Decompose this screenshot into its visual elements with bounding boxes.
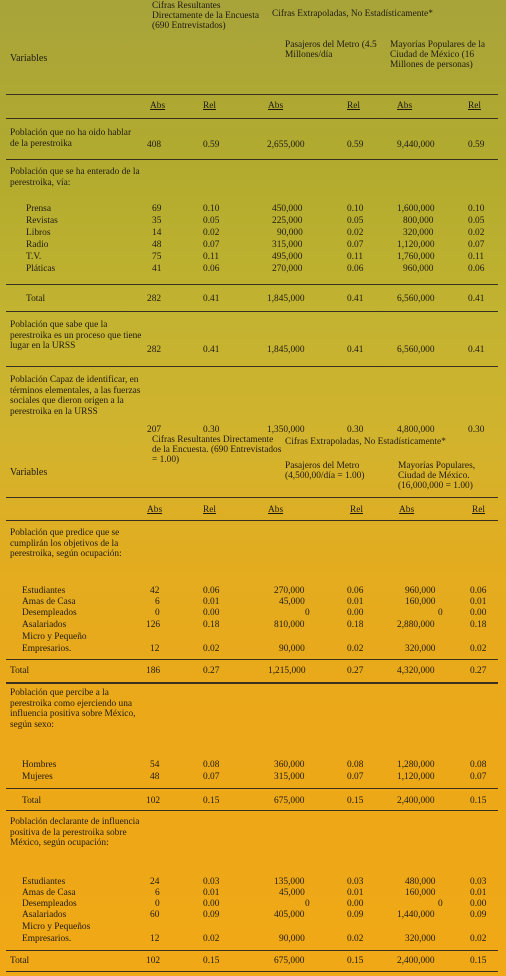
t2-sec1-total-rel1: 0.27	[203, 666, 220, 676]
t2-sec3-row-abs3: 480,000	[405, 877, 436, 887]
t1-via-total-rel1: 0.41	[203, 294, 220, 304]
t1-via-rel2: 0.10	[347, 204, 364, 214]
t1-proceso-abs2: 1,845,000	[267, 345, 305, 355]
t2-sec3-total-abs2: 675,000	[274, 956, 305, 966]
t1-via-label: Prensa	[26, 204, 51, 214]
t2-sec2-rule-after-total	[6, 810, 498, 811]
t2-sec3-micro-rel1: 0.02	[203, 934, 220, 944]
t2-sec2-row-rel2: 0.07	[347, 772, 364, 782]
t1-via-abs2: 450,000	[272, 204, 303, 214]
t2-sec1-row-label: Estudiantes	[22, 586, 66, 596]
t1-row-no-oido-label: Población que no ha oido hablar de la perestroika	[10, 128, 132, 149]
t2-sec2-total-rel1: 0.15	[203, 796, 220, 806]
t2-sec1-total-abs3: 4,320,000	[397, 666, 435, 676]
t2-sec3-total-rel1: 0.15	[203, 956, 220, 966]
t2-sec2-row-rel3: 0.08	[470, 760, 487, 770]
t1-via-rel1: 0.10	[203, 204, 220, 214]
t2-sec1-row-label: Amas de Casa	[22, 597, 76, 607]
t1-via-abs1: 14	[152, 228, 162, 238]
t1-via-label: Libros	[26, 228, 51, 238]
t2-sec3-row-label: Desempleados	[22, 899, 77, 909]
t1-row-capaz-label: Población Capaz de identificar, en términos elementales, a las fuerzas sociales que dieron origen a la perestroika en la URSS	[10, 375, 141, 417]
t1-rel-1: Rel	[203, 101, 217, 111]
t1-section-via-title: Población que se ha enterado de la perestroika, vía:	[10, 167, 140, 188]
t1-via-abs3: 1,760,000	[397, 252, 435, 262]
t2-sec1-row-rel2: 0.18	[347, 620, 364, 630]
t1-rule-after-total	[6, 311, 498, 312]
t1-via-abs1: 69	[152, 204, 162, 214]
t2-sec2-title: Población que percibe a la perestroika como ejerciendo una influencia positiva sobre México, según sexo:	[10, 688, 136, 730]
t2-sec1-row-rel2: 0.06	[347, 586, 364, 596]
t2-sec3-total-abs1: 102	[146, 956, 161, 966]
t1-no-oido-abs1: 408	[147, 140, 162, 150]
t1-via-abs3: 320,000	[403, 228, 434, 238]
t1-proceso-rel3: 0.41	[468, 345, 485, 355]
t1-via-abs3: 800,000	[403, 216, 434, 226]
t1-capaz-rel1: 0.30	[203, 425, 220, 435]
t2-rel-1: Rel	[203, 505, 217, 515]
t1-via-rel3: 0.10	[468, 204, 485, 214]
t2-sec3-rule-after-total	[6, 971, 498, 972]
t2-sec1-row-abs3: 160,000	[405, 597, 436, 607]
t1-sub-metro: Pasajeros del Metro (4.5 Millones/día	[285, 40, 377, 60]
t1-via-label: Revistas	[26, 216, 58, 226]
t1-no-oido-abs3: 9,440,000	[397, 140, 435, 150]
t1-via-label: T.V.	[26, 252, 42, 262]
t2-sec1-row-rel2: 0.00	[347, 608, 364, 618]
t1-via-total-abs3: 6,560,000	[397, 294, 435, 304]
t2-abs-2: Abs	[268, 505, 284, 515]
t2-sec1-micro-rel1: 0.02	[203, 644, 220, 654]
t2-sec1-row-abs3: 960,000	[405, 586, 436, 596]
t1-via-rel1: 0.05	[203, 216, 220, 226]
t2-col-group-survey: Cifras Resultantes Directamente de la Encuesta. (690 Entrevistados = 1.00)	[152, 435, 282, 465]
t1-via-rel3: 0.02	[468, 228, 485, 238]
t1-row-proceso-label: Población que sabe que la perestroika es un proceso que tiene lugar en la URSS	[10, 320, 142, 352]
t2-sec3-row-abs2: 405,000	[274, 910, 305, 920]
t1-abs-3: Abs	[397, 101, 413, 111]
t2-sec1-rule-after-total	[6, 682, 498, 684]
t2-sec1-row-rel1: 0.18	[203, 620, 220, 630]
t2-sec1-row-rel1: 0.00	[203, 608, 220, 618]
t1-capaz-abs2: 1,350,000	[267, 425, 305, 435]
t2-sub-metro: Pasajeros del Metro (4,500,00/día = 1.00)	[285, 461, 365, 481]
t1-abs-1: Abs	[150, 101, 166, 111]
t1-via-rel1: 0.02	[203, 228, 220, 238]
t2-sec1-rule-before-total	[6, 659, 498, 660]
t2-sec3-row-rel2: 0.00	[347, 899, 364, 909]
t2-sub-mayorias: Mayorías Populares, Ciudad de México. (16,000,000 = 1.00)	[398, 461, 476, 491]
t2-sec3-row-abs1: 6	[155, 888, 160, 898]
t2-sec1-micro-abs3: 320,000	[405, 644, 436, 654]
t2-sec3-row-abs2: 135,000	[274, 877, 305, 887]
t2-sec3-micro-rel2: 0.02	[347, 934, 364, 944]
t2-sec1-row-abs1: 126	[146, 620, 161, 630]
t2-sec3-row-rel1: 0.03	[203, 877, 220, 887]
t2-sec1-row-rel1: 0.06	[203, 586, 220, 596]
t1-via-abs1: 41	[152, 264, 162, 274]
t2-sec1-row-label: Asalariados	[22, 620, 67, 630]
t1-no-oido-rel1: 0.59	[203, 140, 220, 150]
t2-sec3-row-rel3: 0.00	[470, 899, 487, 909]
t2-sec3-row-abs1: 0	[155, 899, 160, 909]
t2-sec3-row-rel1: 0.09	[203, 910, 220, 920]
t2-header-rule	[6, 497, 498, 498]
t2-sec1-row-rel2: 0.01	[347, 597, 364, 607]
t2-sec3-row-abs3: 0	[438, 899, 443, 909]
t1-via-label: Pláticas	[26, 264, 56, 274]
t2-variables-label: Variables	[10, 467, 48, 478]
t2-sec2-total-abs2: 675,000	[274, 796, 305, 806]
t1-variables-label: Variables	[10, 53, 48, 64]
t2-sec3-title: Población declarante de influencia positiva de la perestroika sobre México, según ocupación:	[10, 817, 140, 849]
t2-sec1-row-rel3: 0.06	[470, 586, 487, 596]
t1-via-label: Radio	[26, 240, 49, 250]
t2-sec3-row-abs2: 0	[305, 899, 310, 909]
t1-capaz-abs3: 4,800,000	[397, 425, 435, 435]
t1-via-rel3: 0.06	[468, 264, 485, 274]
t2-sec1-total-abs1: 186	[146, 666, 161, 676]
t1-header-rule	[6, 94, 498, 95]
t1-no-oido-rel2: 0.59	[347, 140, 364, 150]
t2-sec2-total-abs3: 2,400,000	[397, 796, 435, 806]
t2-sec2-row-rel3: 0.07	[470, 772, 487, 782]
t1-via-rel1: 0.11	[203, 252, 220, 262]
t2-sec1-total-label: Total	[10, 666, 30, 676]
t2-subheader-rule	[6, 520, 498, 521]
t2-sec2-row-rel1: 0.07	[203, 772, 220, 782]
t1-via-rel2: 0.11	[347, 252, 364, 262]
t2-sec1-micro-abs1: 12	[150, 644, 160, 654]
t2-sec3-row-label: Amas de Casa	[22, 888, 76, 898]
t2-sec3-row-rel2: 0.01	[347, 888, 364, 898]
t2-sec3-row-rel2: 0.09	[347, 910, 364, 920]
t2-sec3-row-rel1: 0.00	[203, 899, 220, 909]
t2-sec3-row-rel3: 0.09	[470, 910, 487, 920]
t2-sec1-total-abs2: 1,215,000	[268, 666, 306, 676]
t1-via-rel2: 0.02	[347, 228, 364, 238]
t2-sec3-total-label: Total	[10, 956, 30, 966]
t1-sub-mayorias: Mayorías Populares de la Ciudad de México (16 Millones de personas)	[390, 40, 486, 70]
t2-sec1-total-rel2: 0.27	[347, 666, 364, 676]
t2-abs-1: Abs	[147, 505, 163, 515]
t1-capaz-rel3: 0.30	[468, 425, 485, 435]
t2-sec3-total-rel3: 0.15	[470, 956, 487, 966]
t2-sec2-row-label: Mujeres	[22, 772, 53, 782]
t1-via-abs3: 1,600,000	[397, 204, 435, 214]
t1-via-abs3: 1,120,000	[397, 240, 435, 250]
t2-sec1-row-rel1: 0.01	[203, 597, 220, 607]
t1-col-group-survey: Cifras Resultantes Directamente de la Encuesta (690 Entrevistados)	[152, 1, 259, 31]
t1-via-abs2: 90,000	[277, 228, 303, 238]
t2-sec2-row-rel2: 0.08	[347, 760, 364, 770]
t2-sec2-row-abs1: 48	[150, 772, 160, 782]
t1-via-rel1: 0.06	[203, 264, 220, 274]
t2-sec1-micro-rel3: 0.02	[470, 644, 487, 654]
t2-sec1-row-abs2: 810,000	[274, 620, 305, 630]
t2-sec1-row-abs1: 0	[155, 608, 160, 618]
t2-sec3-micro-abs1: 12	[150, 934, 160, 944]
t2-sec3-row-rel2: 0.03	[347, 877, 364, 887]
t2-sec1-row-abs3: 2,880,000	[397, 620, 435, 630]
t2-sec2-row-abs2: 315,000	[274, 772, 305, 782]
t2-sec3-row-abs3: 160,000	[405, 888, 436, 898]
t1-col-group-extrapolated: Cifras Extrapoladas, No Estadísticamente*	[272, 9, 433, 19]
t2-sec3-row-rel3: 0.01	[470, 888, 487, 898]
t2-sec1-micro-abs2: 90,000	[279, 644, 305, 654]
t2-col-group-extrapolated: Cifras Extrapoladas, No Estadísticamente*	[285, 437, 446, 447]
t1-capaz-rel2: 0.30	[347, 425, 364, 435]
t1-via-abs1: 35	[152, 216, 162, 226]
t2-sec1-row-abs2: 0	[305, 608, 310, 618]
t2-rel-3: Rel	[472, 505, 486, 515]
t2-sec3-row-label: Estudiantes	[22, 877, 66, 887]
t2-sec2-row-abs1: 54	[150, 760, 160, 770]
t1-no-oido-abs2: 2,655,000	[267, 140, 305, 150]
t1-no-oido-rel3: 0.59	[468, 140, 485, 150]
t1-via-rel3: 0.11	[468, 252, 485, 262]
t2-sec3-row-abs3: 1,440,000	[397, 910, 435, 920]
t1-via-rel3: 0.05	[468, 216, 485, 226]
t2-sec2-row-abs3: 1,280,000	[397, 760, 435, 770]
t2-sec2-row-rel1: 0.08	[203, 760, 220, 770]
t2-sec1-row-abs1: 42	[150, 586, 160, 596]
t2-sec1-row-abs2: 45,000	[279, 597, 305, 607]
t2-sec3-micro-rel3: 0.02	[470, 934, 487, 944]
t2-sec3-row-label: Asalariados	[22, 910, 67, 920]
t2-sec1-row-rel3: 0.00	[470, 608, 487, 618]
t2-sec1-row-rel3: 0.18	[470, 620, 487, 630]
t1-rel-3: Rel	[468, 101, 482, 111]
t1-rule-after-no-oido	[6, 159, 498, 160]
t2-sec3-row-rel3: 0.03	[470, 877, 487, 887]
t2-sec2-row-label: Hombres	[22, 760, 57, 770]
t1-rule-before-total	[6, 284, 498, 285]
t2-sec3-row-abs1: 60	[150, 910, 160, 920]
t1-via-total-abs2: 1,845,000	[267, 294, 305, 304]
t2-sec3-total-rel2: 0.15	[347, 956, 364, 966]
t2-sec1-micro-label1: Micro y Pequeño	[22, 632, 87, 642]
t2-sec1-row-abs2: 270,000	[274, 586, 305, 596]
t1-via-abs1: 48	[152, 240, 162, 250]
t2-sec3-rule-before-total	[6, 950, 498, 951]
t1-via-rel2: 0.07	[347, 240, 364, 250]
t1-via-rel1: 0.07	[203, 240, 220, 250]
t2-sec1-micro-label2: Empresarios.	[22, 644, 72, 654]
t2-sec1-row-rel3: 0.01	[470, 597, 487, 607]
t2-sec3-micro-abs3: 320,000	[405, 934, 436, 944]
t1-via-abs2: 315,000	[272, 240, 303, 250]
t2-sec1-row-abs1: 6	[155, 597, 160, 607]
t2-sec2-total-abs1: 102	[146, 796, 161, 806]
t1-via-total-abs1: 282	[147, 294, 162, 304]
t1-via-rel2: 0.05	[347, 216, 364, 226]
t1-via-abs2: 270,000	[272, 264, 303, 274]
t1-capaz-abs1: 207	[147, 425, 162, 435]
t2-sec1-micro-rel2: 0.02	[347, 644, 364, 654]
t1-via-abs1: 75	[152, 252, 162, 262]
t1-proceso-rel1: 0.41	[203, 345, 220, 355]
t2-sec3-micro-abs2: 90,000	[279, 934, 305, 944]
t2-sec2-row-abs3: 1,120,000	[397, 772, 435, 782]
t1-via-rel2: 0.06	[347, 264, 364, 274]
t1-subheader-rule	[6, 118, 498, 119]
t1-rule-after-proceso	[6, 366, 498, 367]
t2-sec1-row-abs3: 0	[438, 608, 443, 618]
t2-abs-3: Abs	[399, 505, 415, 515]
t1-via-total-rel2: 0.41	[347, 294, 364, 304]
t1-via-abs3: 960,000	[403, 264, 434, 274]
t1-via-abs2: 225,000	[272, 216, 303, 226]
t2-sec3-row-rel1: 0.01	[203, 888, 220, 898]
t1-via-rel3: 0.07	[468, 240, 485, 250]
t1-via-total-rel3: 0.41	[468, 294, 485, 304]
t2-sec1-title: Población que predice que se cumplirán los objetivos de la perestroika, según ocupación:	[10, 528, 122, 560]
t2-sec2-total-rel3: 0.15	[470, 796, 487, 806]
t2-sec3-total-abs3: 2,400,000	[397, 956, 435, 966]
t1-proceso-rel2: 0.41	[347, 345, 364, 355]
t2-sec3-row-abs1: 24	[150, 877, 160, 887]
t2-sec2-total-rel2: 0.15	[347, 796, 364, 806]
t2-rel-2: Rel	[350, 505, 364, 515]
t1-proceso-abs1: 282	[147, 345, 162, 355]
t2-sec3-micro-label2: Empresarios.	[22, 934, 72, 944]
t2-sec1-total-rel3: 0.27	[470, 666, 487, 676]
t2-sec2-rule-before-total	[6, 788, 498, 789]
t2-sec3-micro-label1: Micro y Pequeños	[22, 922, 91, 932]
t2-sec3-row-abs2: 45,000	[279, 888, 305, 898]
t1-proceso-abs3: 6,560,000	[397, 345, 435, 355]
t2-sec2-total-label: Total	[22, 796, 42, 806]
t1-abs-2: Abs	[268, 101, 284, 111]
t1-via-abs2: 495,000	[272, 252, 303, 262]
t2-sec1-row-label: Desempleados	[22, 608, 77, 618]
t2-sec2-row-abs2: 360,000	[274, 760, 305, 770]
t1-via-total-label: Total	[26, 294, 46, 304]
t1-rel-2: Rel	[347, 101, 361, 111]
